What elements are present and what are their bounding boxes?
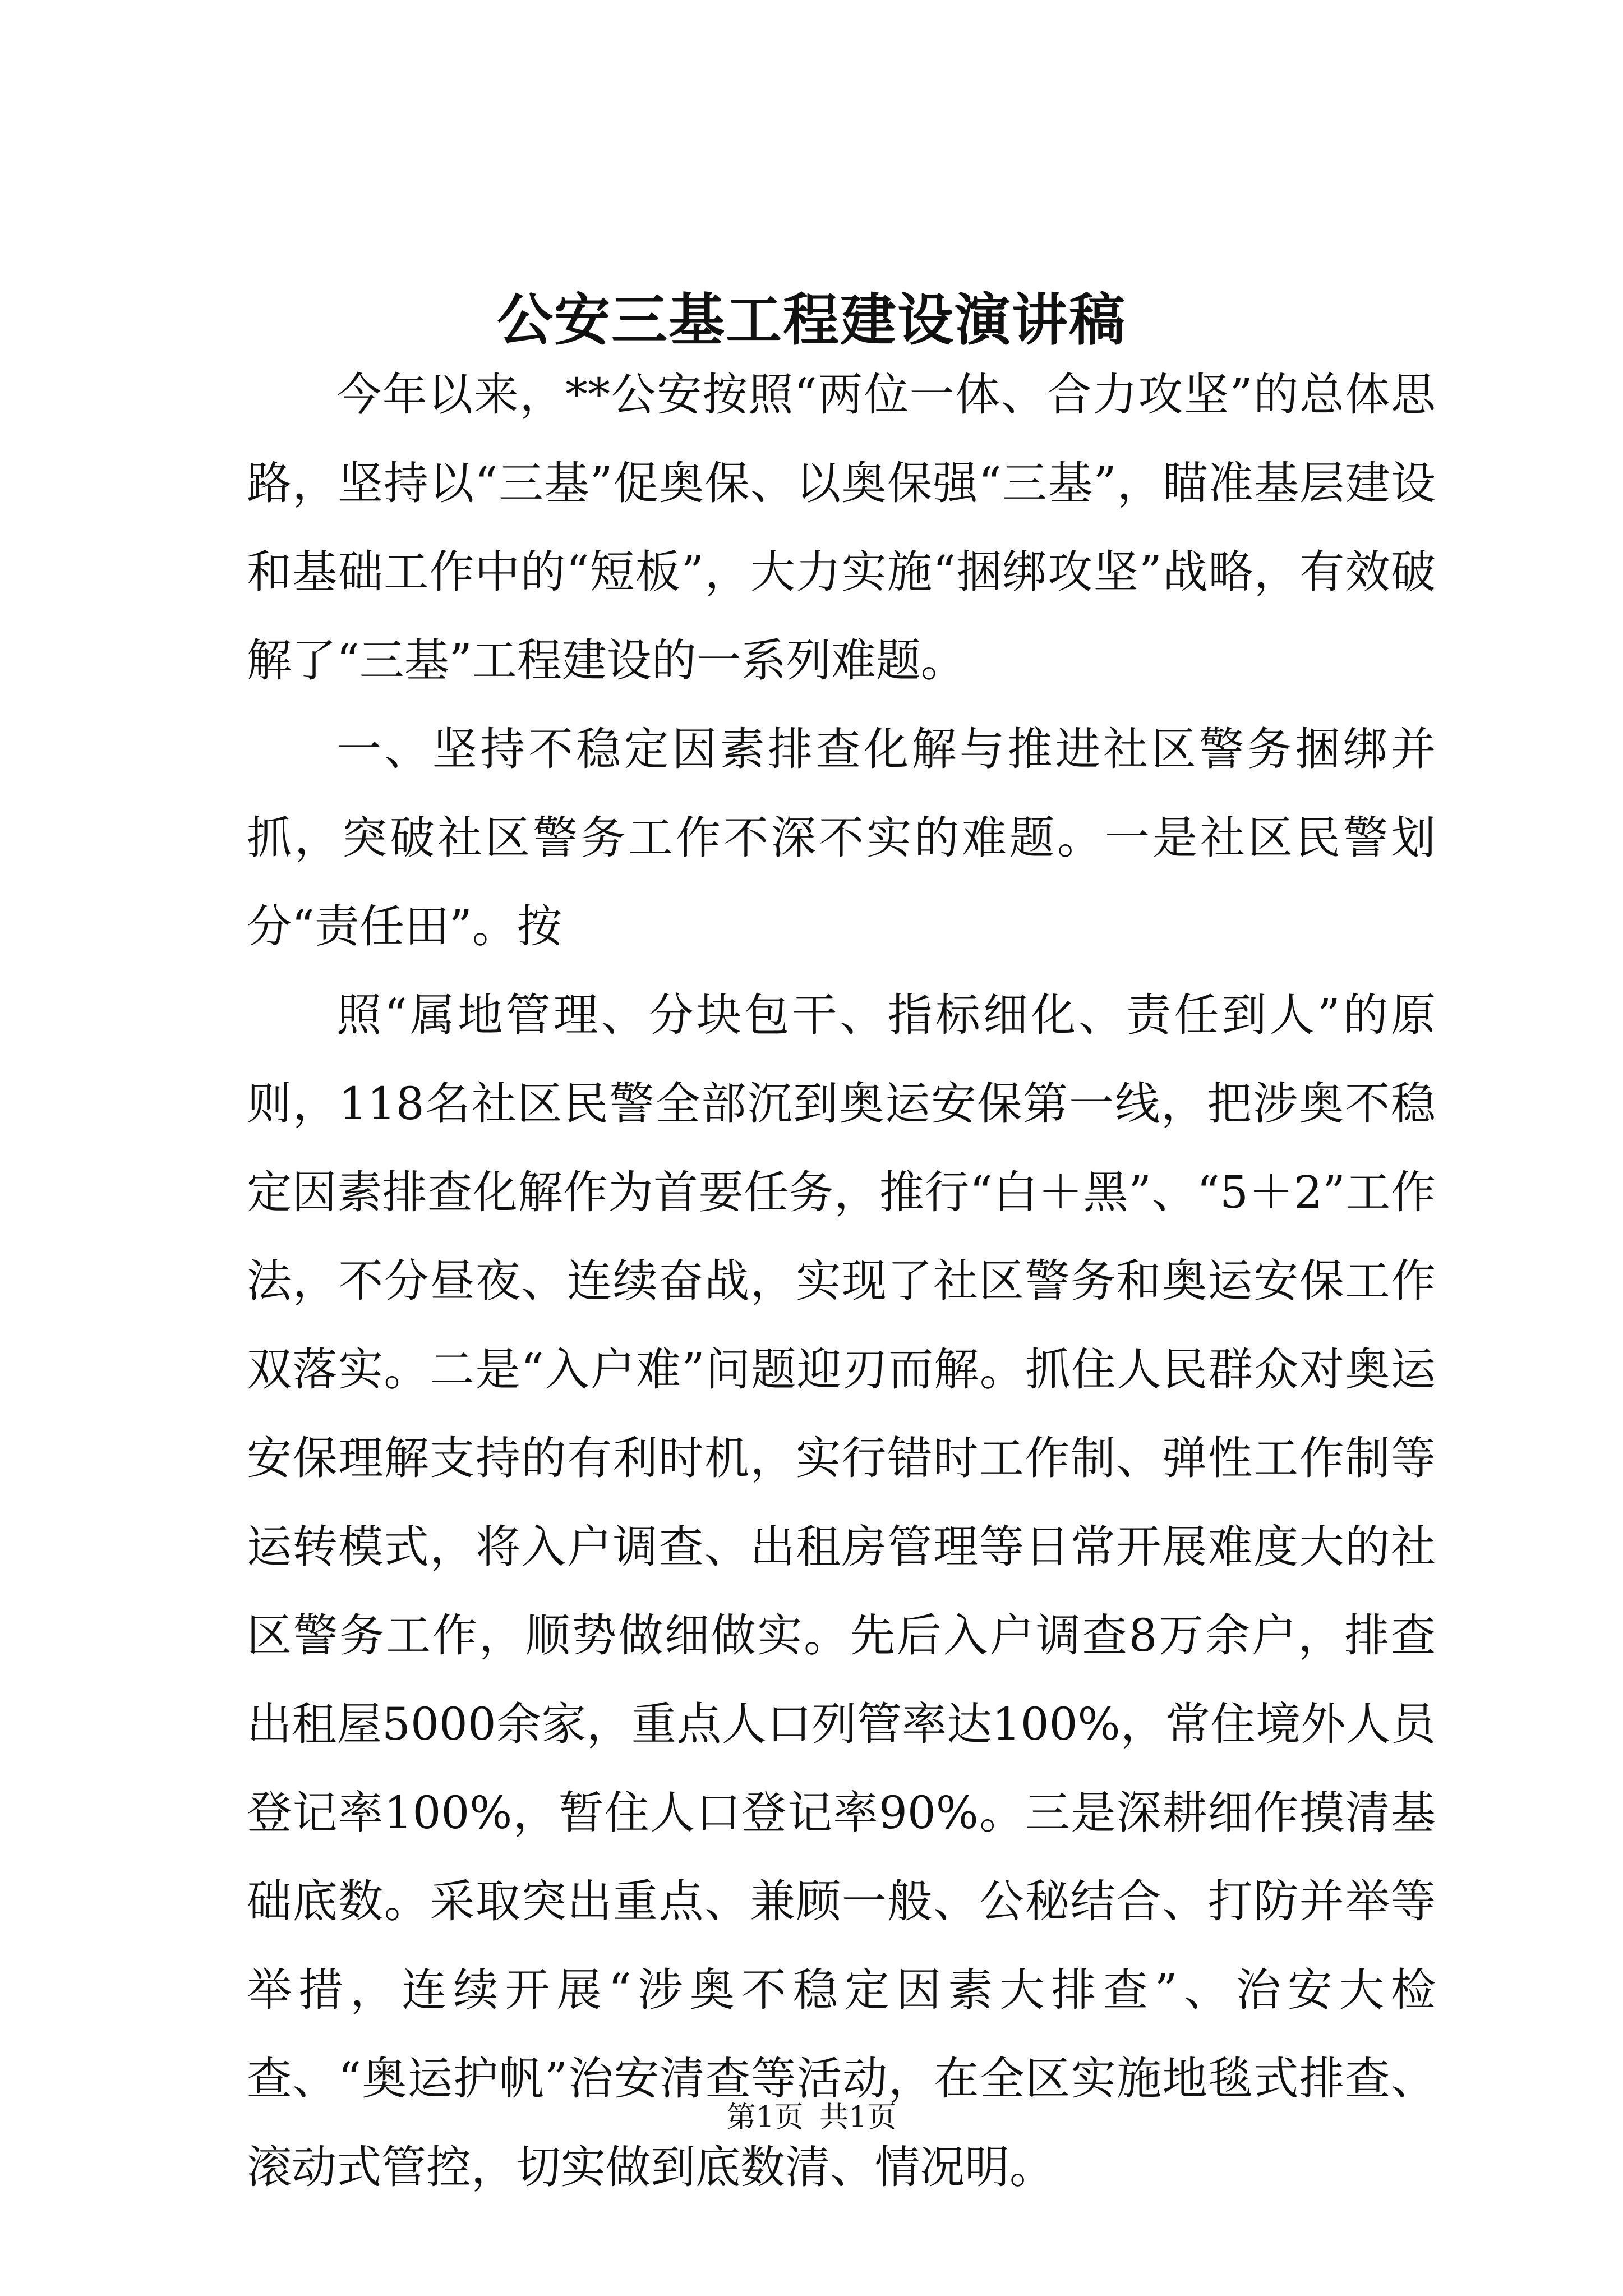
page-footer	[0, 2098, 1623, 2137]
document-title: 公安三基工程建设演讲稿	[497, 287, 1126, 353]
page-total: 共1页	[819, 2101, 897, 2134]
paragraph-intro: 今年以来，**公安按照“两位一体、合力攻坚”的总体思路，坚持以“三基”促奥保、以奥保强“三基”，瞄准基层建设和基础工作中的“短板”，大力实施“捆绑攻坚”战略，有效破解了“三基”工程建设的一系列难题。	[247, 369, 1436, 687]
paragraph-section-one-detail: 照“属地管理、分块包干、指标细化、责任到人”的原则，118名社区民警全部沉到奥运安保第一线，把涉奥不稳定因素排查化解作为首要任务，推行“白＋黑”、“5＋2”工作法，不分昼夜、连续奋战，实现了社区警务和奥运安保工作双落实。二是“入户难”问题迎刃而解。抓住人民群众对奥运安保理解支持的有利时机，实行错时工作制、弹性工作制等运转模式，将入户调查、出租房管理等日常开展难度大的社区警务工作，顺势做细做实。先后入户调查8万余户，排查出租屋5000余家，重点人口列管率达100%，常住境外人员登记率100%，暂住人口登记率90%。三是深耕细作摸清基础底数。采取突出重点、兼顾一般、公秘结合、打防并举等举措，连续开展“涉奥不稳定因素大排查”、治安大检查、“奥运护帆”治安清查等活动，在全区实施地毯式排查、滚动式管控，切实做到底数清、情况明。	[247, 989, 1436, 2193]
document-body	[247, 351, 1436, 2212]
paragraph-section-one: 一、坚持不稳定因素排查化解与推进社区警务捆绑并抓，突破社区警务工作不深不实的难题。一是社区民警划分“责任田”。按	[247, 723, 1436, 953]
page-number: 第1页	[726, 2101, 804, 2134]
